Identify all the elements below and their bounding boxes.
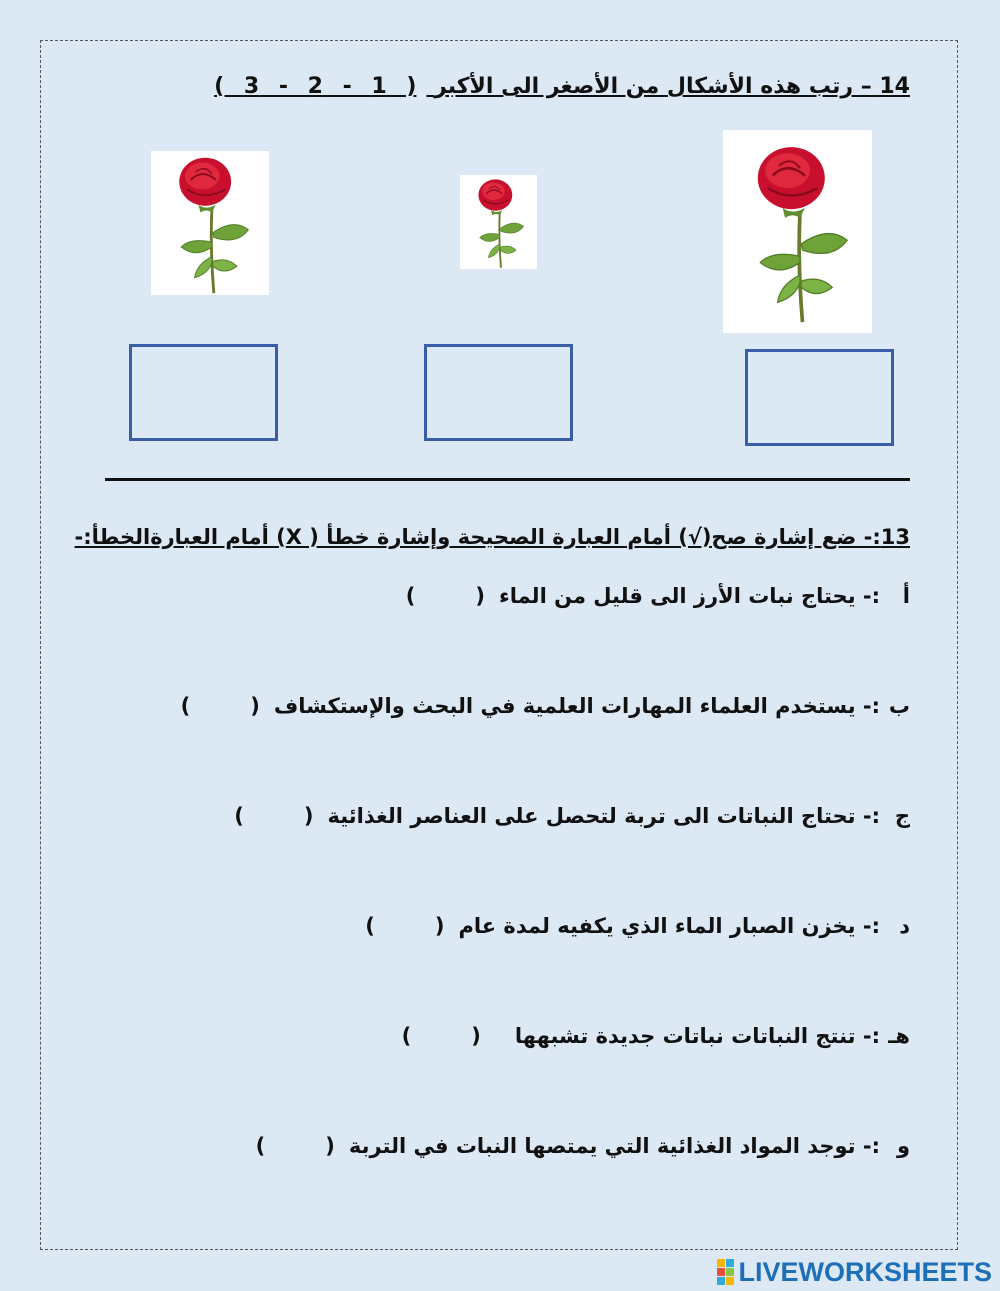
- rose-icon: [460, 175, 537, 269]
- order-hint: ( 1 - 2 - 3 ): [214, 74, 417, 99]
- statement-text: :- توجد المواد الغذائية التي يمتصها النبات في التربة: [348, 1134, 880, 1158]
- question-14-text: 14 – رتب هذه الأشكال من الأصغر الى الأكبر: [434, 74, 910, 99]
- answer-paren-close[interactable]: ): [180, 694, 191, 718]
- brand-text: LIVEWORKSHEETS: [738, 1256, 992, 1287]
- statement-letter: د: [899, 914, 910, 938]
- statement-b: [181, 694, 910, 718]
- statement-a: [406, 584, 910, 608]
- answer-paren-close[interactable]: ): [365, 914, 375, 938]
- answer-paren-open: (: [434, 914, 445, 938]
- question-13-title: 13:- ضع إشارة صح(√) أمام العبارة الصحيحة وإشارة خطأ ( X) أمام العبارةالخطأ:-: [74, 525, 910, 549]
- answer-paren-open: (: [475, 584, 485, 608]
- rose-icon: [151, 151, 269, 295]
- answer-box-middle[interactable]: [424, 344, 573, 441]
- answer-paren-open: (: [325, 1134, 335, 1158]
- answer-box-right[interactable]: [745, 349, 894, 446]
- answer-paren-close[interactable]: ): [255, 1134, 266, 1158]
- statement-letter: ب: [888, 694, 910, 718]
- statement-text: :- تحتاج النباتات الى تربة لتحصل على العناصر الغذائية: [327, 804, 880, 828]
- liveworksheets-logo-icon: [717, 1259, 734, 1285]
- statement-letter: هـ: [888, 1024, 910, 1048]
- answer-paren-open: (: [471, 1024, 481, 1048]
- rose-small-image: [460, 175, 537, 269]
- liveworksheets-brand[interactable]: [717, 1257, 992, 1287]
- statement-text: :- تنتج النباتات نباتات جديدة تشبهها: [514, 1024, 880, 1048]
- answer-paren-close[interactable]: ): [405, 584, 416, 608]
- statement-text: :- يحتاج نبات الأرز الى قليل من الماء: [498, 584, 880, 608]
- answer-box-left[interactable]: [129, 344, 278, 441]
- answer-paren-close[interactable]: ): [234, 804, 244, 828]
- rose-medium-image: [151, 151, 269, 295]
- rose-icon: [723, 130, 872, 333]
- statement-letter: أ: [902, 584, 910, 608]
- answer-paren-open: (: [250, 694, 260, 718]
- statement-e: [402, 1024, 910, 1048]
- statement-text: :- يخزن الصبار الماء الذي يكفيه لمدة عام: [458, 914, 880, 938]
- statement-f: [256, 1134, 910, 1158]
- section-divider: [105, 478, 910, 481]
- statement-text: :- يستخدم العلماء المهارات العلمية في البحث والإستكشاف: [273, 694, 880, 718]
- statement-letter: ج: [894, 804, 910, 828]
- statement-c: [234, 804, 910, 828]
- rose-large-image: [723, 130, 872, 333]
- answer-paren-open: (: [303, 804, 314, 828]
- statement-d: [365, 914, 910, 938]
- question-14-title: [214, 74, 910, 99]
- statement-letter: و: [896, 1134, 910, 1158]
- answer-paren-close[interactable]: ): [401, 1024, 412, 1048]
